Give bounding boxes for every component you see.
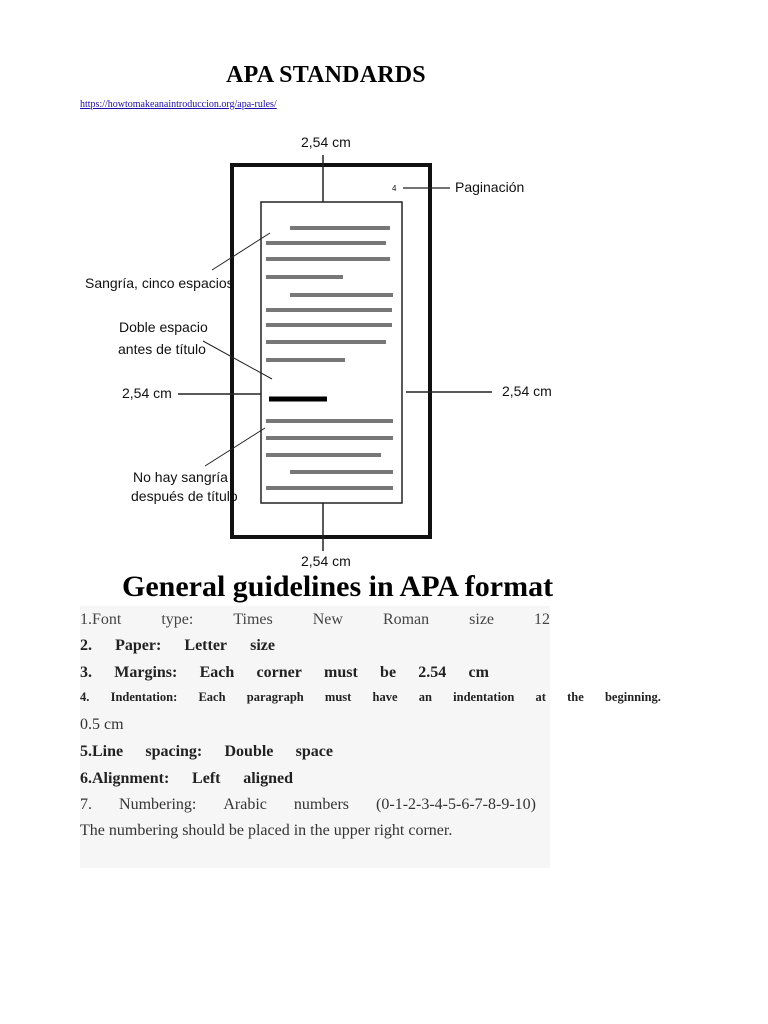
top-margin-label: 2,54 cm [301,134,351,150]
guideline-row: 4. Indentation: Each paragraph must have an indentation at the beginning. [80,690,661,704]
guideline-row: 1.Font type: Times New Roman size 12 [80,611,550,628]
guideline-row: 6.Alignment: Left aligned [80,770,293,787]
guideline-row: 5.Line spacing: Double space [80,743,333,760]
page-number: 4 [392,184,397,193]
guideline-row: 2. Paper: Letter size [80,637,275,654]
guideline-row: 0.5 cm [80,716,124,733]
right-margin-label: 2,54 cm [502,383,552,399]
source-link[interactable]: https://howtomakeanaintroduccion.org/apa-rules/ [80,99,277,110]
guideline-row: 7. Numbering: Arabic numbers (0-1-2-3-4-5-6-7-8-9-10) [80,796,536,813]
double-space-label-line1: Doble espacio [119,319,208,335]
guideline-row: The numbering should be placed in the upper right corner. [80,822,453,839]
indent-label: Sangría, cinco espacios [85,275,234,291]
no-indent-label-line2: después de título [131,488,238,504]
bottom-margin-label: 2,54 cm [301,553,351,569]
page-title: APA STANDARDS [226,62,426,88]
guideline-row: 3. Margins: Each corner must be 2.54 cm [80,664,489,681]
inner-text-area [261,202,402,503]
text-lines [266,228,393,488]
double-space-label-line2: antes de título [118,341,206,357]
no-indent-pointer [205,428,265,466]
no-indent-label-line1: No hay sangría [133,469,228,485]
section-heading: General guidelines in APA format [122,570,554,603]
pagination-label: Paginación [455,179,525,195]
left-margin-label: 2,54 cm [122,385,172,401]
